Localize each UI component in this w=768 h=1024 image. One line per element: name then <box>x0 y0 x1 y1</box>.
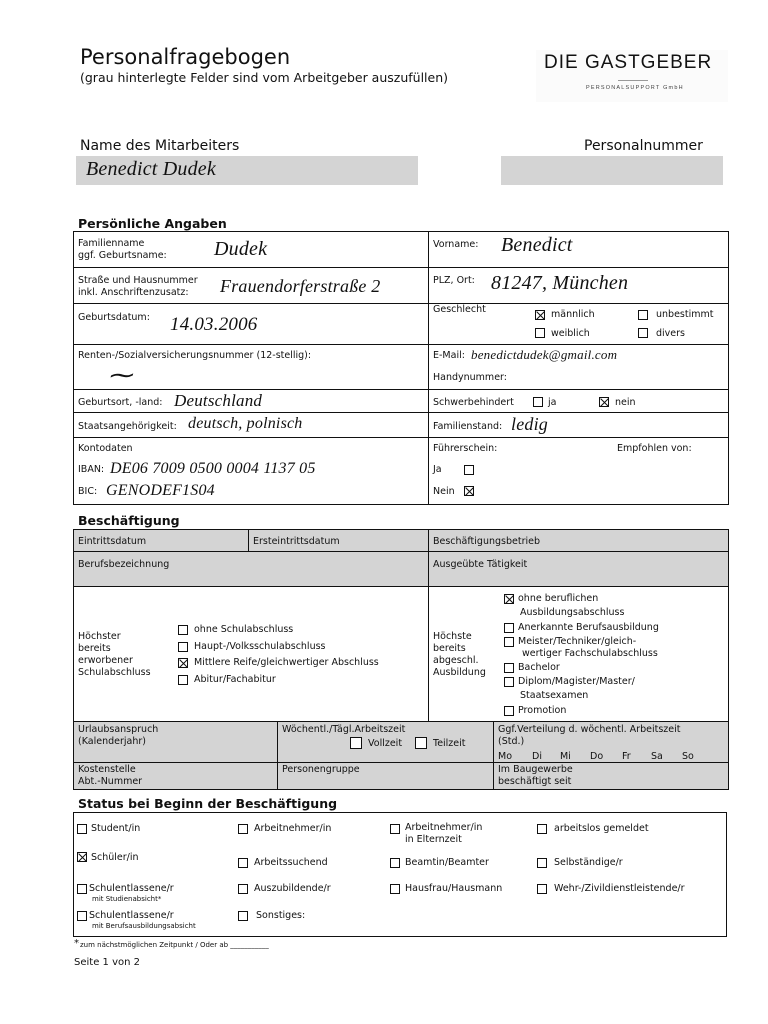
eintritt-label: Eintrittsdatum <box>78 536 147 547</box>
rvnr-value: ⁓ <box>108 363 133 389</box>
iban-value: DE06 7009 0500 0004 1137 05 <box>110 460 316 477</box>
teilzeit-label: Teilzeit <box>433 738 466 749</box>
verteilung-label-1: Ggf.Verteilung d. wöchentl. Arbeitszeit <box>498 724 681 735</box>
checkbox-ohne-ausbildung-checked[interactable] <box>504 594 514 604</box>
maennlich-label: männlich <box>551 309 595 320</box>
page-number: Seite 1 von 2 <box>74 957 140 968</box>
taetigkeit-label: Ausgeübte Tätigkeit <box>433 559 528 570</box>
form-subtitle: (grau hinterlegte Felder sind vom Arbeitgeber auszufüllen) <box>80 70 449 85</box>
company-logo <box>536 50 728 102</box>
checkbox-unbestimmt[interactable] <box>638 310 648 320</box>
checkbox-selbstaendig[interactable] <box>537 858 547 868</box>
section-employment-heading: Beschäftigung <box>78 513 180 528</box>
employee-name-label: Name des Mitarbeiters <box>80 138 240 154</box>
weiblich-label: weiblich <box>551 328 590 339</box>
status-schulentl2-sublabel: mit Berufsausbildungsabsicht <box>92 922 196 930</box>
schul-label-1: Höchster <box>78 631 121 642</box>
footnote-asterisk: * <box>74 938 79 949</box>
urlaub-label-2: (Kalenderjahr) <box>78 736 146 747</box>
kontodaten-label: Kontodaten <box>78 443 133 454</box>
beruf-cell[interactable] <box>73 551 429 587</box>
checkbox-teilzeit[interactable] <box>415 737 427 749</box>
ausb-label-4: Ausbildung <box>433 667 486 678</box>
personnel-number-label: Personalnummer <box>584 138 703 154</box>
schul-label-3: erworbener <box>78 655 133 666</box>
familienname-value: Dudek <box>214 238 268 260</box>
checkbox-vollzeit[interactable] <box>350 737 362 749</box>
verteilung-label-2: (Std.) <box>498 736 525 747</box>
schul-option-3: Mittlere Reife/gleichwertiger Abschluss <box>194 657 379 668</box>
urlaub-label-1: Urlaubsanspruch <box>78 724 159 735</box>
checkbox-elternzeit[interactable] <box>390 824 400 834</box>
ausb-label-3: abgeschl. <box>433 655 479 666</box>
familienname-cell[interactable] <box>73 231 429 268</box>
urlaub-cell[interactable] <box>73 721 278 763</box>
checkbox-arbeitnehmer[interactable] <box>238 824 248 834</box>
day-di: Di <box>532 751 542 762</box>
day-sa: Sa <box>651 751 663 762</box>
day-so: So <box>682 751 694 762</box>
kostenstelle-label-1: Kostenstelle <box>78 764 136 775</box>
checkbox-sb-nein-checked[interactable] <box>599 397 609 407</box>
ausb-option-5a: Diplom/Magister/Master/ <box>518 676 635 687</box>
checkbox-promotion[interactable] <box>504 706 514 716</box>
ausb-option-4: Bachelor <box>518 662 560 673</box>
eintritt-cell[interactable] <box>73 529 249 552</box>
checkbox-beamtin[interactable] <box>390 858 400 868</box>
schul-option-1: ohne Schulabschluss <box>194 624 294 635</box>
familienname-label: Familienname <box>78 238 145 249</box>
status-student-label: Student/in <box>91 823 141 834</box>
schul-label-2: bereits <box>78 643 111 654</box>
strasse-value: Frauendorferstraße 2 <box>220 276 381 296</box>
checkbox-fs-ja[interactable] <box>464 465 474 475</box>
ausbildung-cell <box>428 586 729 722</box>
schwerbehindert-cell <box>428 389 729 413</box>
schul-option-4: Abitur/Fachabitur <box>194 674 276 685</box>
ersteintritt-label: Ersteintrittsdatum <box>253 536 340 547</box>
personengruppe-label: Personengruppe <box>282 764 360 775</box>
employee-name-value: Benedict Dudek <box>86 158 216 180</box>
checkbox-arbeitslos[interactable] <box>537 824 547 834</box>
day-do: Do <box>590 751 604 762</box>
bic-label: BIC: <box>78 486 98 497</box>
schulabschluss-cell <box>73 586 429 722</box>
plz-value: 81247, München <box>491 272 629 294</box>
checkbox-maennlich-checked[interactable] <box>535 310 545 320</box>
email-value: benedictdudek@gmail.com <box>471 347 618 362</box>
arbeitszeit-cell[interactable] <box>277 721 494 763</box>
vorname-cell[interactable] <box>428 231 729 268</box>
schul-option-2: Haupt-/Volksschulabschluss <box>194 641 326 652</box>
checkbox-hausfrau[interactable] <box>390 884 400 894</box>
email-label: E-Mail: <box>433 350 465 361</box>
day-fr: Fr <box>622 751 631 762</box>
rvnr-cell[interactable] <box>73 344 429 390</box>
checkbox-diplom[interactable] <box>504 677 514 687</box>
checkbox-azubi[interactable] <box>238 884 248 894</box>
ausb-option-5b: Staatsexamen <box>520 690 589 701</box>
verteilung-cell[interactable] <box>493 721 729 763</box>
geburtsdatum-label: Geburtsdatum: <box>78 312 150 323</box>
staatsang-cell[interactable] <box>73 412 429 438</box>
geburtsort-cell[interactable] <box>73 389 429 413</box>
geburtsdatum-cell[interactable] <box>73 303 429 345</box>
geburtsname-label: ggf. Geburtsname: <box>78 250 167 261</box>
checkbox-ohne-schulabschluss[interactable] <box>178 625 188 635</box>
divers-label: divers <box>656 328 685 339</box>
status-arbeitslos-label: arbeitslos gemeldet <box>554 823 649 834</box>
contact-cell[interactable] <box>428 344 729 390</box>
plz-cell[interactable] <box>428 267 729 304</box>
strasse-cell[interactable] <box>73 267 429 304</box>
ausb-label-2: bereits <box>433 643 466 654</box>
familienstand-cell[interactable] <box>428 412 729 438</box>
kostenstelle-label-2: Abt.-Nummer <box>78 776 143 787</box>
ausb-option-6: Promotion <box>518 705 567 716</box>
kostenstelle-cell[interactable] <box>73 762 278 790</box>
checkbox-bachelor[interactable] <box>504 663 514 673</box>
checkbox-schueler-checked[interactable] <box>77 852 87 862</box>
fs-nein-label: Nein <box>433 486 455 497</box>
personengruppe-cell[interactable] <box>277 762 494 790</box>
status-selbst-label: Selbständige/r <box>554 857 623 868</box>
day-mo: Mo <box>498 751 513 762</box>
baugewerbe-label-2: beschäftigt seit <box>498 776 572 787</box>
familienstand-value: ledig <box>511 414 548 434</box>
geschlecht-cell <box>428 303 729 345</box>
checkbox-mittlere-reife-checked[interactable] <box>178 658 188 668</box>
section-personal-heading: Persönliche Angaben <box>78 216 227 231</box>
ausb-option-1b: Ausbildungsabschluss <box>520 607 625 618</box>
sb-nein-label: nein <box>615 397 636 408</box>
geburtsort-value: Deutschland <box>174 391 263 410</box>
schwerbehindert-label: Schwerbehindert <box>433 397 514 408</box>
checkbox-schulentlassen-studium[interactable] <box>77 884 87 894</box>
status-arbeitssuchend-label: Arbeitssuchend <box>254 857 328 868</box>
familienstand-label: Familienstand: <box>433 421 503 432</box>
logo-text: DIE GASTGEBER <box>544 52 713 73</box>
status-sonstiges-label: Sonstiges: <box>256 910 306 921</box>
geburtsdatum-value: 14.03.2006 <box>170 314 258 335</box>
betrieb-cell[interactable] <box>428 529 729 552</box>
checkbox-student[interactable] <box>77 824 87 834</box>
bic-value: GENODEF1S04 <box>106 482 215 499</box>
taetigkeit-cell[interactable] <box>428 551 729 587</box>
ausb-option-1a: ohne beruflichen <box>518 593 599 604</box>
geschlecht-label: Geschlecht <box>433 304 486 315</box>
status-azubi-label: Auszubildende/r <box>254 883 331 894</box>
ersteintritt-cell[interactable] <box>248 529 429 552</box>
status-schulentl1-label: Schulentlassene/r <box>89 883 174 894</box>
day-mi: Mi <box>560 751 571 762</box>
checkbox-berufsausbildung[interactable] <box>504 623 514 633</box>
status-schueler-label: Schüler/in <box>91 852 139 863</box>
status-box <box>73 812 727 937</box>
form-title: Personalfragebogen <box>80 45 291 69</box>
checkbox-abitur[interactable] <box>178 675 188 685</box>
beruf-label: Berufsbezeichnung <box>78 559 170 570</box>
ausb-option-3a: Meister/Techniker/gleich- <box>518 636 637 647</box>
kontodaten-cell[interactable] <box>73 437 429 505</box>
staatsang-value: deutsch, polnisch <box>188 415 303 432</box>
baugewerbe-label-1: Im Baugewerbe <box>498 764 573 775</box>
rvnr-label: Renten-/Sozialversicherungsnummer (12-stellig): <box>78 350 312 361</box>
employee-name-field[interactable] <box>76 156 418 185</box>
status-elternzeit-label-1: Arbeitnehmer/in <box>405 822 483 833</box>
vollzeit-label: Vollzeit <box>368 738 403 749</box>
section-status-heading: Status bei Beginn der Beschäftigung <box>78 796 338 811</box>
staatsang-label: Staatsangehörigkeit: <box>78 421 177 432</box>
schul-label-4: Schulabschluss <box>78 667 151 678</box>
status-arbeitnehmer-label: Arbeitnehmer/in <box>254 823 332 834</box>
arbeitszeit-label: Wöchentl./Tägl.Arbeitszeit <box>282 724 406 735</box>
footnote-text: zum nächstmöglichen Zeitpunkt / Oder ab ___________ <box>80 941 269 949</box>
plz-label: PLZ, Ort: <box>433 275 475 286</box>
strasse-label: Straße und Hausnummer <box>78 275 198 286</box>
checkbox-wehrdienst[interactable] <box>537 884 547 894</box>
fs-ja-label: Ja <box>433 464 442 475</box>
checkbox-weiblich[interactable] <box>535 328 545 338</box>
checkbox-schulentlassen-ausbildung[interactable] <box>77 911 87 921</box>
unbestimmt-label: unbestimmt <box>656 309 714 320</box>
checkbox-sb-ja[interactable] <box>533 397 543 407</box>
logo-subtext: PERSONALSUPPORT GmbH <box>586 85 684 91</box>
status-schulentl1-sublabel: mit Studienabsicht* <box>92 895 162 903</box>
checkbox-sonstiges[interactable] <box>238 911 248 921</box>
fuehrerschein-cell <box>428 437 729 505</box>
anschriftenzusatz-label: inkl. Anschriftenzusatz: <box>78 287 189 298</box>
baugewerbe-cell[interactable] <box>493 762 729 790</box>
handy-label: Handynummer: <box>433 372 507 383</box>
checkbox-meister[interactable] <box>504 637 514 647</box>
status-elternzeit-label-2: in Elternzeit <box>405 834 462 845</box>
empfohlen-label: Empfohlen von: <box>617 443 692 454</box>
checkbox-arbeitssuchend[interactable] <box>238 858 248 868</box>
ausb-option-3b: wertiger Fachschulabschluss <box>522 648 658 659</box>
checkbox-hauptschule[interactable] <box>178 642 188 652</box>
vorname-label: Vorname: <box>433 239 479 250</box>
status-wehr-label: Wehr-/Zivildienstleistende/r <box>554 883 685 894</box>
iban-label: IBAN: <box>78 464 105 475</box>
logo-divider <box>618 80 648 81</box>
ausb-label-1: Höchste <box>433 631 472 642</box>
sb-ja-label: ja <box>548 397 557 408</box>
vorname-value: Benedict <box>501 234 573 256</box>
betrieb-label: Beschäftigungsbetrieb <box>433 536 540 547</box>
geburtsort-label: Geburtsort, -land: <box>78 397 163 408</box>
ausb-option-2: Anerkannte Berufsausbildung <box>518 622 659 633</box>
status-hausfrau-label: Hausfrau/Hausmann <box>405 883 503 894</box>
fuehrerschein-label: Führerschein: <box>433 443 498 454</box>
status-schulentl2-label: Schulentlassene/r <box>89 910 174 921</box>
status-beamtin-label: Beamtin/Beamter <box>405 857 489 868</box>
checkbox-divers[interactable] <box>638 328 648 338</box>
personnel-number-field[interactable] <box>501 156 723 185</box>
checkbox-fs-nein-checked[interactable] <box>464 486 474 496</box>
